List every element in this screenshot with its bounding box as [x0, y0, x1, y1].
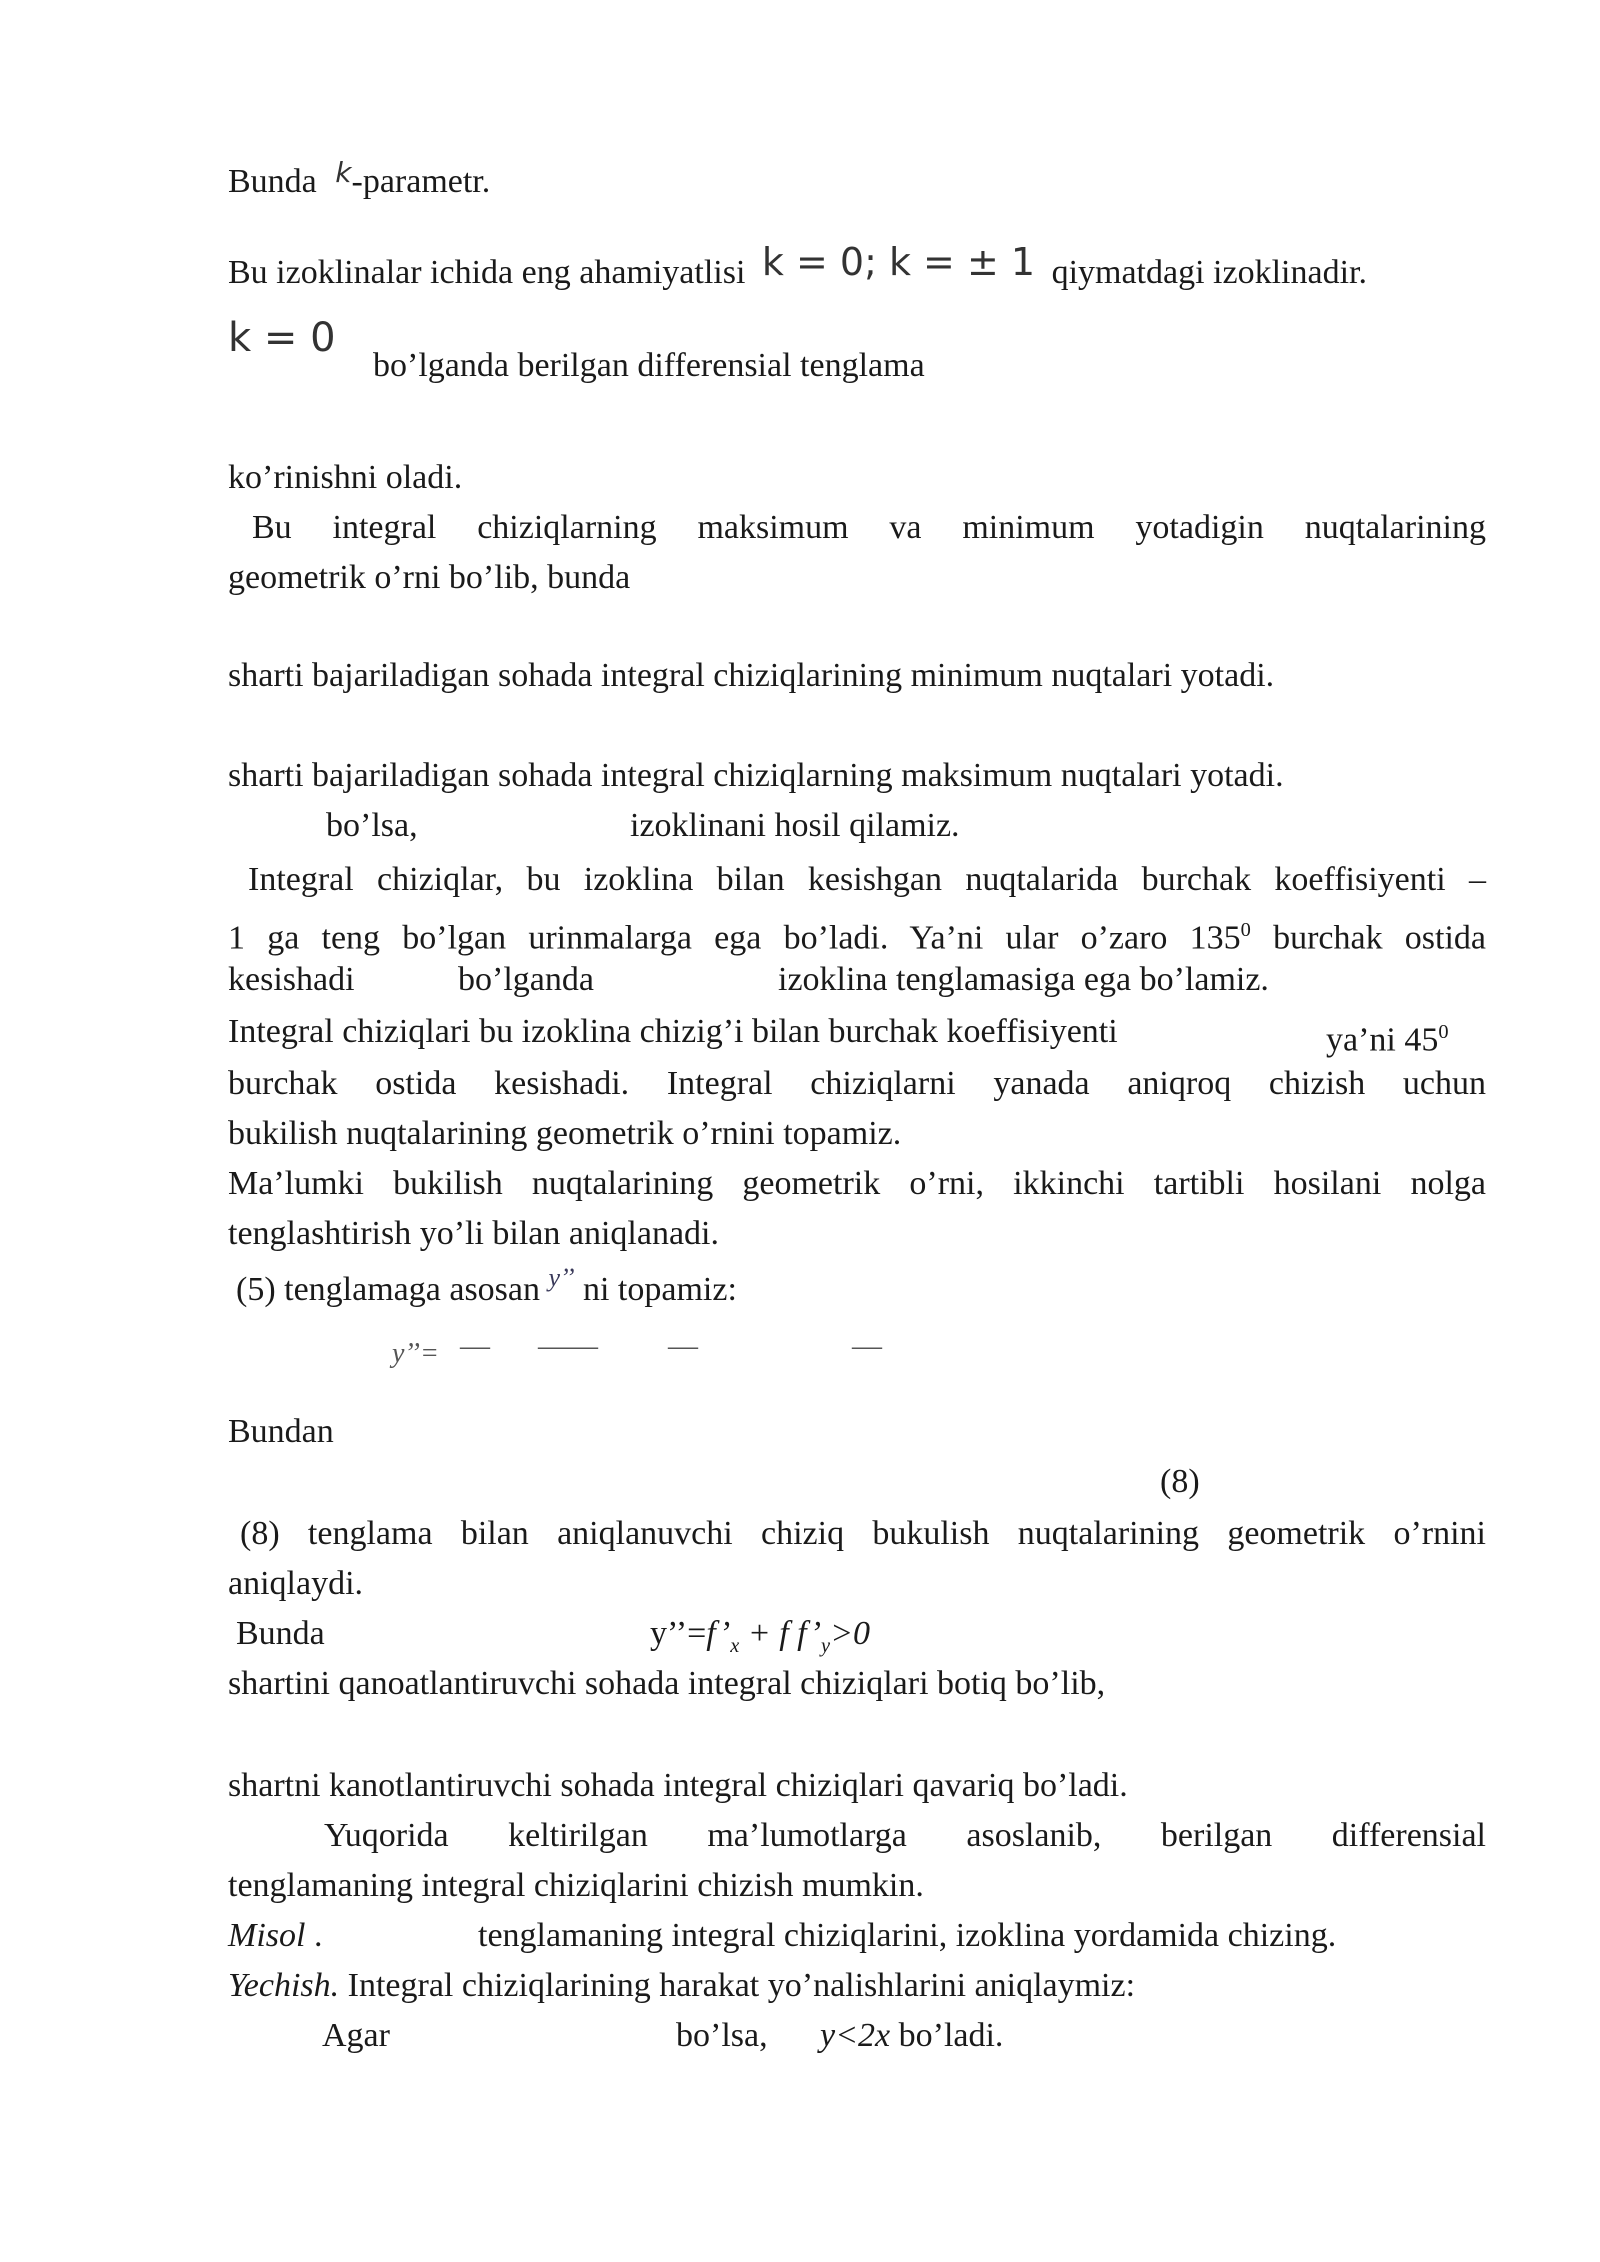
text: Bu izoklinalar ichida eng ahamiyatlisi [228, 254, 746, 291]
fraction-bar: — [668, 1329, 698, 1362]
text: tenglamaning integral chiziqlarini, izoklina yordamida chizing. [478, 1917, 1337, 1954]
formula-line [650, 1614, 870, 1666]
text: 1 ga teng bo’lgan urinmalarga ega bo’ladi. Ya’ni ular o’zaro 135 [228, 919, 1241, 957]
text: Misol [228, 1917, 306, 1954]
formula: >0 [830, 1615, 871, 1652]
text: shartini qanoatlantiruvchi sohada integral chiziqlari botiq bo’lib, [228, 1665, 1106, 1702]
text: Bundan [228, 1413, 334, 1450]
formula-subscript: x [730, 1634, 740, 1657]
text-line [236, 1263, 737, 1312]
text: qiymatdagi izoklinadir. [1051, 254, 1367, 291]
text: ko’rinishni oladi. [228, 459, 463, 496]
formula-k-values: k = 0; k = ± 1 [761, 240, 1036, 284]
text: -parametr. [351, 163, 491, 200]
text-line [228, 910, 1486, 958]
text: bo’lsa, [676, 2017, 768, 2054]
text: Integral chiziqlarining harakat yo’nalishlarini aniqlaymiz: [339, 1967, 1136, 2004]
formula-line [392, 1334, 439, 1374]
text: ni topamiz: [582, 1271, 737, 1308]
fraction-bar: — [460, 1329, 490, 1362]
degree-superscript: 0 [1240, 919, 1251, 941]
text: (8) tenglama bilan aniqlanuvchi chiziq bukulish nuqtalarining geometrik o’rnini [240, 1515, 1486, 1552]
text: bo’lganda berilgan differensial tenglama [373, 347, 925, 384]
text: Yechish. [228, 1967, 340, 2004]
text: . [305, 1917, 323, 1954]
formula: y’’= [650, 1615, 707, 1652]
formula-subscript: y [821, 1634, 831, 1657]
text: kesishadi [228, 961, 355, 998]
text-line [228, 240, 1367, 293]
text: tenglashtirish yo’li bilan aniqlanadi. [228, 1215, 720, 1252]
text-line [228, 315, 336, 361]
text: bukilish nuqtalarining geometrik o’rnini topamiz. [228, 1115, 902, 1152]
text-line [228, 1916, 322, 1956]
text: izoklinani hosil qilamiz. [630, 807, 960, 844]
text-line [228, 156, 491, 203]
text: bo’lganda [458, 961, 594, 998]
text: ya’ni 45 [1326, 1021, 1439, 1059]
text: shartni kanotlantiruvchi sohada integral chiziqlari qavariq bo’ladi. [228, 1767, 1128, 1804]
formula-k: k [335, 156, 352, 189]
formula: f’ [706, 1615, 731, 1652]
text: Bunda [236, 1615, 325, 1652]
text: Yuqorida keltirilgan ma’lumotlarga asoslanib, berilgan differensial [324, 1817, 1486, 1854]
text: izoklina tenglamasiga ega bo’lamiz. [778, 961, 1269, 998]
degree-superscript: 0 [1438, 1021, 1449, 1043]
equation-number: (8) [1160, 1463, 1200, 1500]
formula-k-zero: k = 0 [228, 315, 336, 361]
text: y<2x [820, 2017, 891, 2054]
text: Bunda [228, 163, 317, 200]
text: sharti bajariladigan sohada integral chiziqlarning maksimum nuqtalari yotadi. [228, 757, 1284, 794]
text: aniqlaydi. [228, 1565, 364, 1602]
text: sharti bajariladigan sohada integral chiziqlarining minimum nuqtalari yotadi. [228, 657, 1275, 694]
text: tenglamaning integral chiziqlarini chizish mumkin. [228, 1867, 924, 1904]
text: Integral chiziqlari bu izoklina chizig’i bilan burchak koeffisiyenti [228, 1013, 1118, 1050]
formula-y-second-derivative: y’’= [392, 1338, 439, 1369]
text-line [820, 2016, 1003, 2056]
text-line [228, 1966, 1135, 2006]
text: burchak ostida [1273, 919, 1487, 957]
fraction-bar: — [852, 1329, 882, 1362]
fraction-bar: —— [538, 1329, 598, 1362]
text: bo’ladi. [890, 2017, 1004, 2054]
text: bo’lsa, [326, 807, 418, 844]
text: Ma’lumki bukilish nuqtalarining geometrik o’rni, ikkinchi tartibli hosilani nolga [228, 1165, 1486, 1202]
text: Bu integral chiziqlarning maksimum va minimum yotadigin nuqtalarining [252, 509, 1486, 546]
formula: + f f’ [739, 1615, 822, 1652]
text: burchak ostida kesishadi. Integral chiziqlarni yanada aniqroq chizish uchun [228, 1065, 1486, 1102]
text: (5) tenglamaga asosan [236, 1271, 540, 1308]
text: geometrik o’rni bo’lib, bunda [228, 559, 631, 596]
text: Integral chiziqlar, bu izoklina bilan kesishgan nuqtalarida burchak koeffisiyenti – [248, 861, 1486, 898]
formula-y-second-derivative: y’’ [548, 1263, 575, 1292]
text: Agar [322, 2017, 390, 2054]
text-line [1326, 1012, 1449, 1060]
